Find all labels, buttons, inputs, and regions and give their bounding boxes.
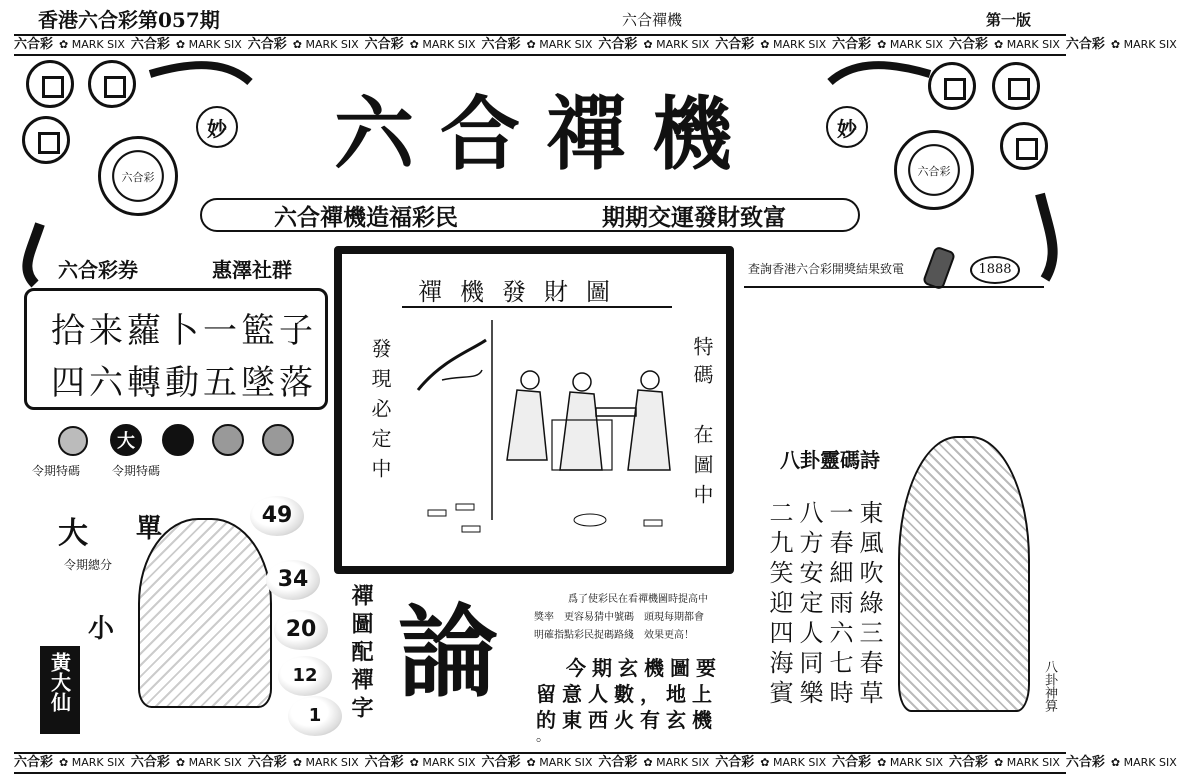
- note-line-3: 明確指點彩民捉碼路綫 效果更高！: [534, 630, 694, 641]
- strip-mark-text: ✿ MARK SIX: [643, 38, 710, 51]
- scholars-illustration: [412, 320, 682, 550]
- label-community: 惠澤社群: [212, 258, 292, 282]
- side-vertical-text: 禪圖配禪字: [348, 584, 374, 724]
- center-poem-line-2: 留意人數，地上: [536, 682, 718, 706]
- picture-right-text-2: 在圖中: [690, 424, 714, 514]
- strip-mark-text: ✿ MARK SIX: [526, 38, 593, 51]
- right-poem-col-1: 東風吹綠三春草: [855, 500, 883, 710]
- strip-brand-text: 六合彩: [832, 755, 872, 770]
- center-picture-frame: [334, 246, 734, 574]
- slogan-left: 六合禪機造福彩民: [274, 204, 458, 231]
- phone-underline: [744, 286, 1044, 288]
- strip-brand-text: 六合彩: [715, 37, 755, 52]
- right-poem-col-3: 八方安定人同樂: [795, 500, 823, 710]
- strip-brand-text: 六合彩: [130, 755, 170, 770]
- picture-title: 禪機發財圖: [418, 278, 628, 306]
- center-poem-line-3: 的東西火有玄機: [536, 708, 718, 732]
- strip-mark-text: ✿ MARK SIX: [409, 756, 476, 769]
- issue-label: 香港六合彩第057期: [38, 8, 220, 32]
- flower-emblem-right: 六合彩: [894, 130, 974, 210]
- strip-brand-text: 六合彩: [598, 37, 638, 52]
- strip-brand-text: 六合彩: [364, 755, 404, 770]
- picture-title-underline: [402, 306, 672, 308]
- badge-left: 妙: [196, 106, 238, 148]
- strip-mark-text: ✿ MARK SIX: [59, 756, 125, 769]
- hint-label-3: 令期總分: [64, 558, 113, 572]
- right-poem-col-4: 二九笑迎四海賓: [765, 500, 793, 710]
- center-bullet: 。: [536, 729, 550, 745]
- strip-brand-text: 六合彩: [598, 755, 638, 770]
- strip-brand-text: 六合彩: [481, 755, 521, 770]
- slogan-right: 期期交運發財致富: [602, 204, 786, 231]
- strip-mark-text: ✿ MARK SIX: [526, 756, 593, 769]
- number-bubble: 34: [266, 560, 320, 600]
- strip-mark-text: ✿ MARK SIX: [760, 756, 827, 769]
- strip-mark-text: ✿ MARK SIX: [877, 38, 943, 51]
- strip-brand-text: 六合彩: [949, 37, 989, 52]
- picture-right-text-1: 特碼: [690, 336, 714, 392]
- big-character: 論: [398, 594, 498, 711]
- strip-mark-text: ✿ MARK SIX: [292, 38, 359, 51]
- note-line-2: 獎率 更容易猜中號碼 頭現每期都會: [534, 612, 704, 623]
- poem-line-2: 四六轉動五墜落: [51, 363, 317, 403]
- strip-brand-text: 六合彩: [14, 755, 54, 770]
- strip-mark-text: ✿ MARK SIX: [175, 756, 242, 769]
- strip-brand-text: 六合彩: [130, 37, 170, 52]
- picture-left-text: 發現必定中: [368, 338, 392, 488]
- strip-brand-text: 六合彩: [949, 755, 989, 770]
- huang-da-xian-figure: [138, 518, 272, 708]
- round-icon-3: [162, 424, 194, 456]
- page-label: 第一版: [986, 11, 1032, 29]
- poem-line-1: 拾来蘿卜一籃子: [51, 311, 317, 351]
- round-icon-2: 大: [110, 424, 142, 456]
- strip-brand-text: 六合彩: [364, 37, 404, 52]
- strip-brand-text: 六合彩: [832, 37, 872, 52]
- center-poem-line-1: 今期玄機圖要: [566, 656, 722, 680]
- strip-mark-text: ✿ MARK SIX: [409, 38, 476, 51]
- brand-strip-bottom: [14, 752, 1177, 774]
- flower-emblem-left: 六合彩: [98, 136, 178, 216]
- strip-mark-text: ✿ MARK SIX: [175, 38, 242, 51]
- phone-number: 1888: [970, 256, 1020, 284]
- label-lottery: 六合彩券: [58, 258, 138, 282]
- number-bubble: 49: [250, 496, 304, 536]
- strip-mark-text: ✿ MARK SIX: [994, 38, 1060, 51]
- poem-title-right: 八卦靈碼詩: [780, 448, 880, 472]
- hint-value-3: 小: [88, 614, 115, 644]
- phone-info-text: 查詢香港六合彩開獎結果致電: [748, 262, 905, 276]
- strip-mark-text: ✿ MARK SIX: [1110, 38, 1177, 51]
- header-center-title: 六合禪機: [622, 11, 683, 29]
- strip-mark-text: ✿ MARK SIX: [994, 756, 1060, 769]
- strip-mark-text: ✿ MARK SIX: [760, 38, 827, 51]
- note-line-1: 爲了使彩民在看禪機圖時提高中: [568, 594, 708, 605]
- strip-mark-text: ✿ MARK SIX: [643, 756, 710, 769]
- round-icon-1: [58, 426, 88, 456]
- bagua-deity-figure: [898, 436, 1030, 712]
- figure-label-left: 黃大仙: [40, 646, 80, 734]
- poem-box-left: [24, 288, 328, 410]
- brand-strip-top: [14, 34, 1177, 56]
- main-title: 六合禪機: [334, 88, 758, 181]
- figure-label-right: 八卦神算: [1042, 660, 1057, 712]
- strip-brand-text: 六合彩: [1065, 755, 1105, 770]
- strip-brand-text: 六合彩: [715, 755, 755, 770]
- strip-mark-text: ✿ MARK SIX: [877, 756, 943, 769]
- number-bubble: 12: [278, 656, 332, 696]
- round-icon-5: [262, 424, 294, 456]
- strip-brand-text: 六合彩: [247, 37, 287, 52]
- hint-label-1: 令期特碼: [32, 464, 81, 478]
- hint-label-2: 令期特碼: [112, 464, 161, 478]
- strip-brand-text: 六合彩: [14, 37, 54, 52]
- round-icon-4: [212, 424, 244, 456]
- number-bubble: 1: [288, 696, 342, 736]
- strip-brand-text: 六合彩: [481, 37, 521, 52]
- strip-mark-text: ✿ MARK SIX: [292, 756, 359, 769]
- slogan-bar: [200, 198, 860, 232]
- strip-brand-text: 六合彩: [247, 755, 287, 770]
- badge-right: 妙: [826, 106, 868, 148]
- strip-mark-text: ✿ MARK SIX: [1110, 756, 1177, 769]
- number-bubble: 20: [274, 610, 328, 650]
- strip-brand-text: 六合彩: [1065, 37, 1105, 52]
- hint-value-1: 大: [58, 516, 88, 551]
- hint-value-2: 單: [136, 514, 163, 544]
- right-poem-col-2: 一春細雨六七時: [825, 500, 853, 710]
- strip-mark-text: ✿ MARK SIX: [59, 38, 125, 51]
